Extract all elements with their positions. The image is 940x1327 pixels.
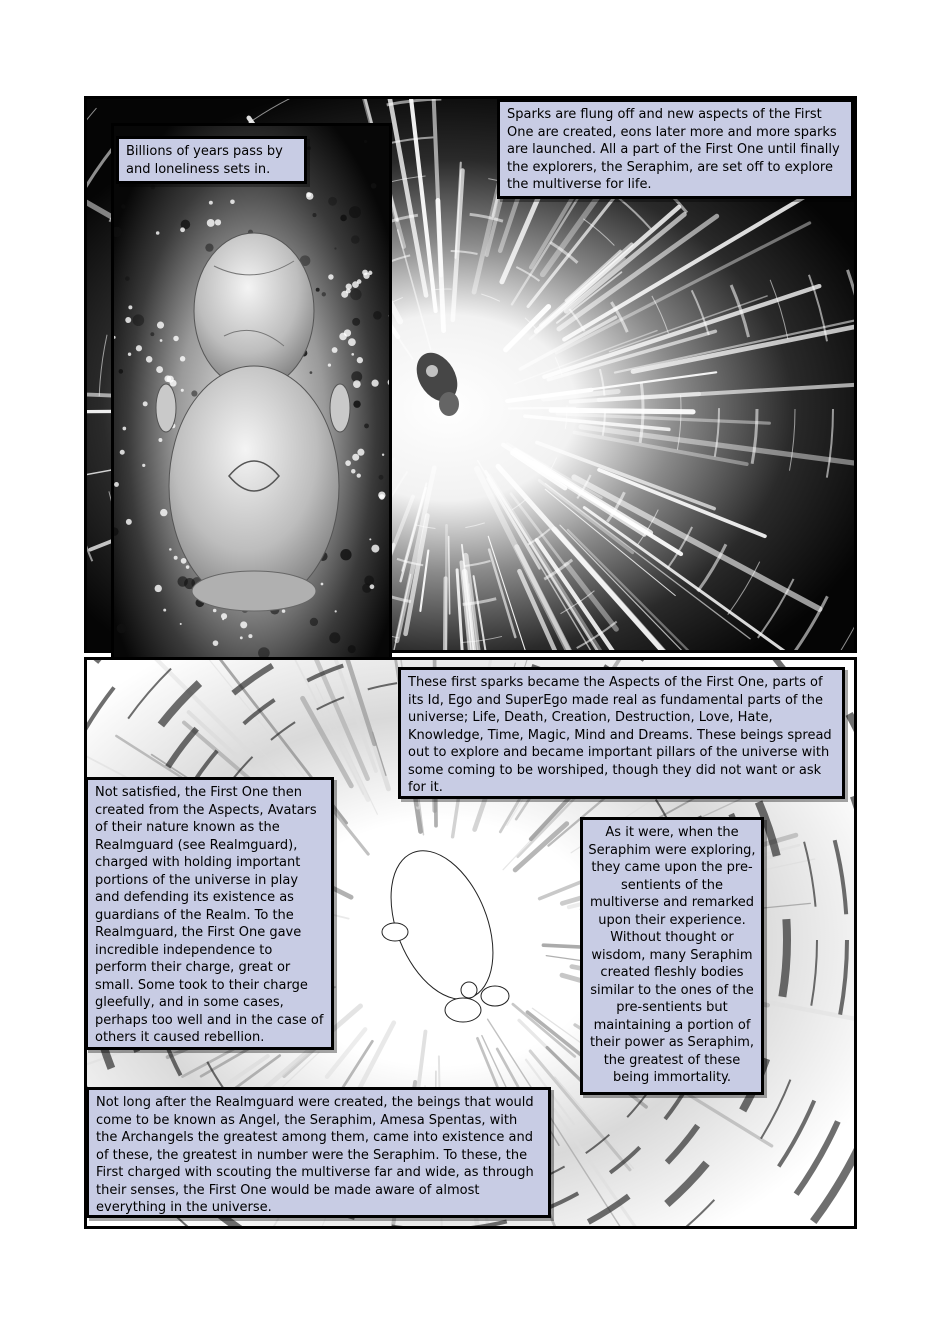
- caption-seraphim: As it were, when the Seraphim were exploring, they came upon the pre-sentients of the multiverse and remarked upon their experience. Without thought or wisdom, many Seraphim created fleshly bodies similar to the ones of the pre-sentients but maintaining a portion of their power as Seraphim, the greatest of these being immortality.: [580, 817, 764, 1095]
- panel-first-one: [111, 123, 392, 708]
- caption-angels: Not long after the Realmguard were created, the beings that would come to be known as Angel, the Seraphim, Amesa Spentas, with the Archangels the greatest among them, came into existence and of these, the greatest in number were the Seraphim. To these, the First charged with scouting the multiverse far and wide, as through their senses, the First One would be made aware of almost everything in the universe.: [86, 1087, 551, 1218]
- first-one-art: [114, 126, 389, 705]
- caption-sparks-flung: Sparks are flung off and new aspects of the First One are created, eons later more and more sparks are launched. All a part of the First One until finally the explorers, the Seraphim, are set off to explore the multiverse for life.: [497, 99, 854, 199]
- caption-realmguard: Not satisfied, the First One then created from the Aspects, Avatars of their nature known as the Realmguard (see Realmguard), charged with holding important portions of the universe in play and defending its existence as guardians of the Realm. To the Realmguard, the First One gave incredible independence to perform their charge, great or small. Some took to their charge gleefully, and in some cases, perhaps too well and in the case of others it caused rebellion.: [85, 777, 334, 1050]
- caption-aspects: These first sparks became the Aspects of the First One, parts of its Id, Ego and SuperEgo made real as fundamental parts of the universe; Life, Death, Creation, Destruction, Love, Hate, Knowledge, Time, Magic, Mind and Dreams. These beings spread out to explore and became important pillars of the universe with some coming to be worshiped, though they did not want or ask for it.: [398, 667, 845, 799]
- caption-billions-of-years: Billions of years pass by and loneliness sets in.: [116, 136, 307, 184]
